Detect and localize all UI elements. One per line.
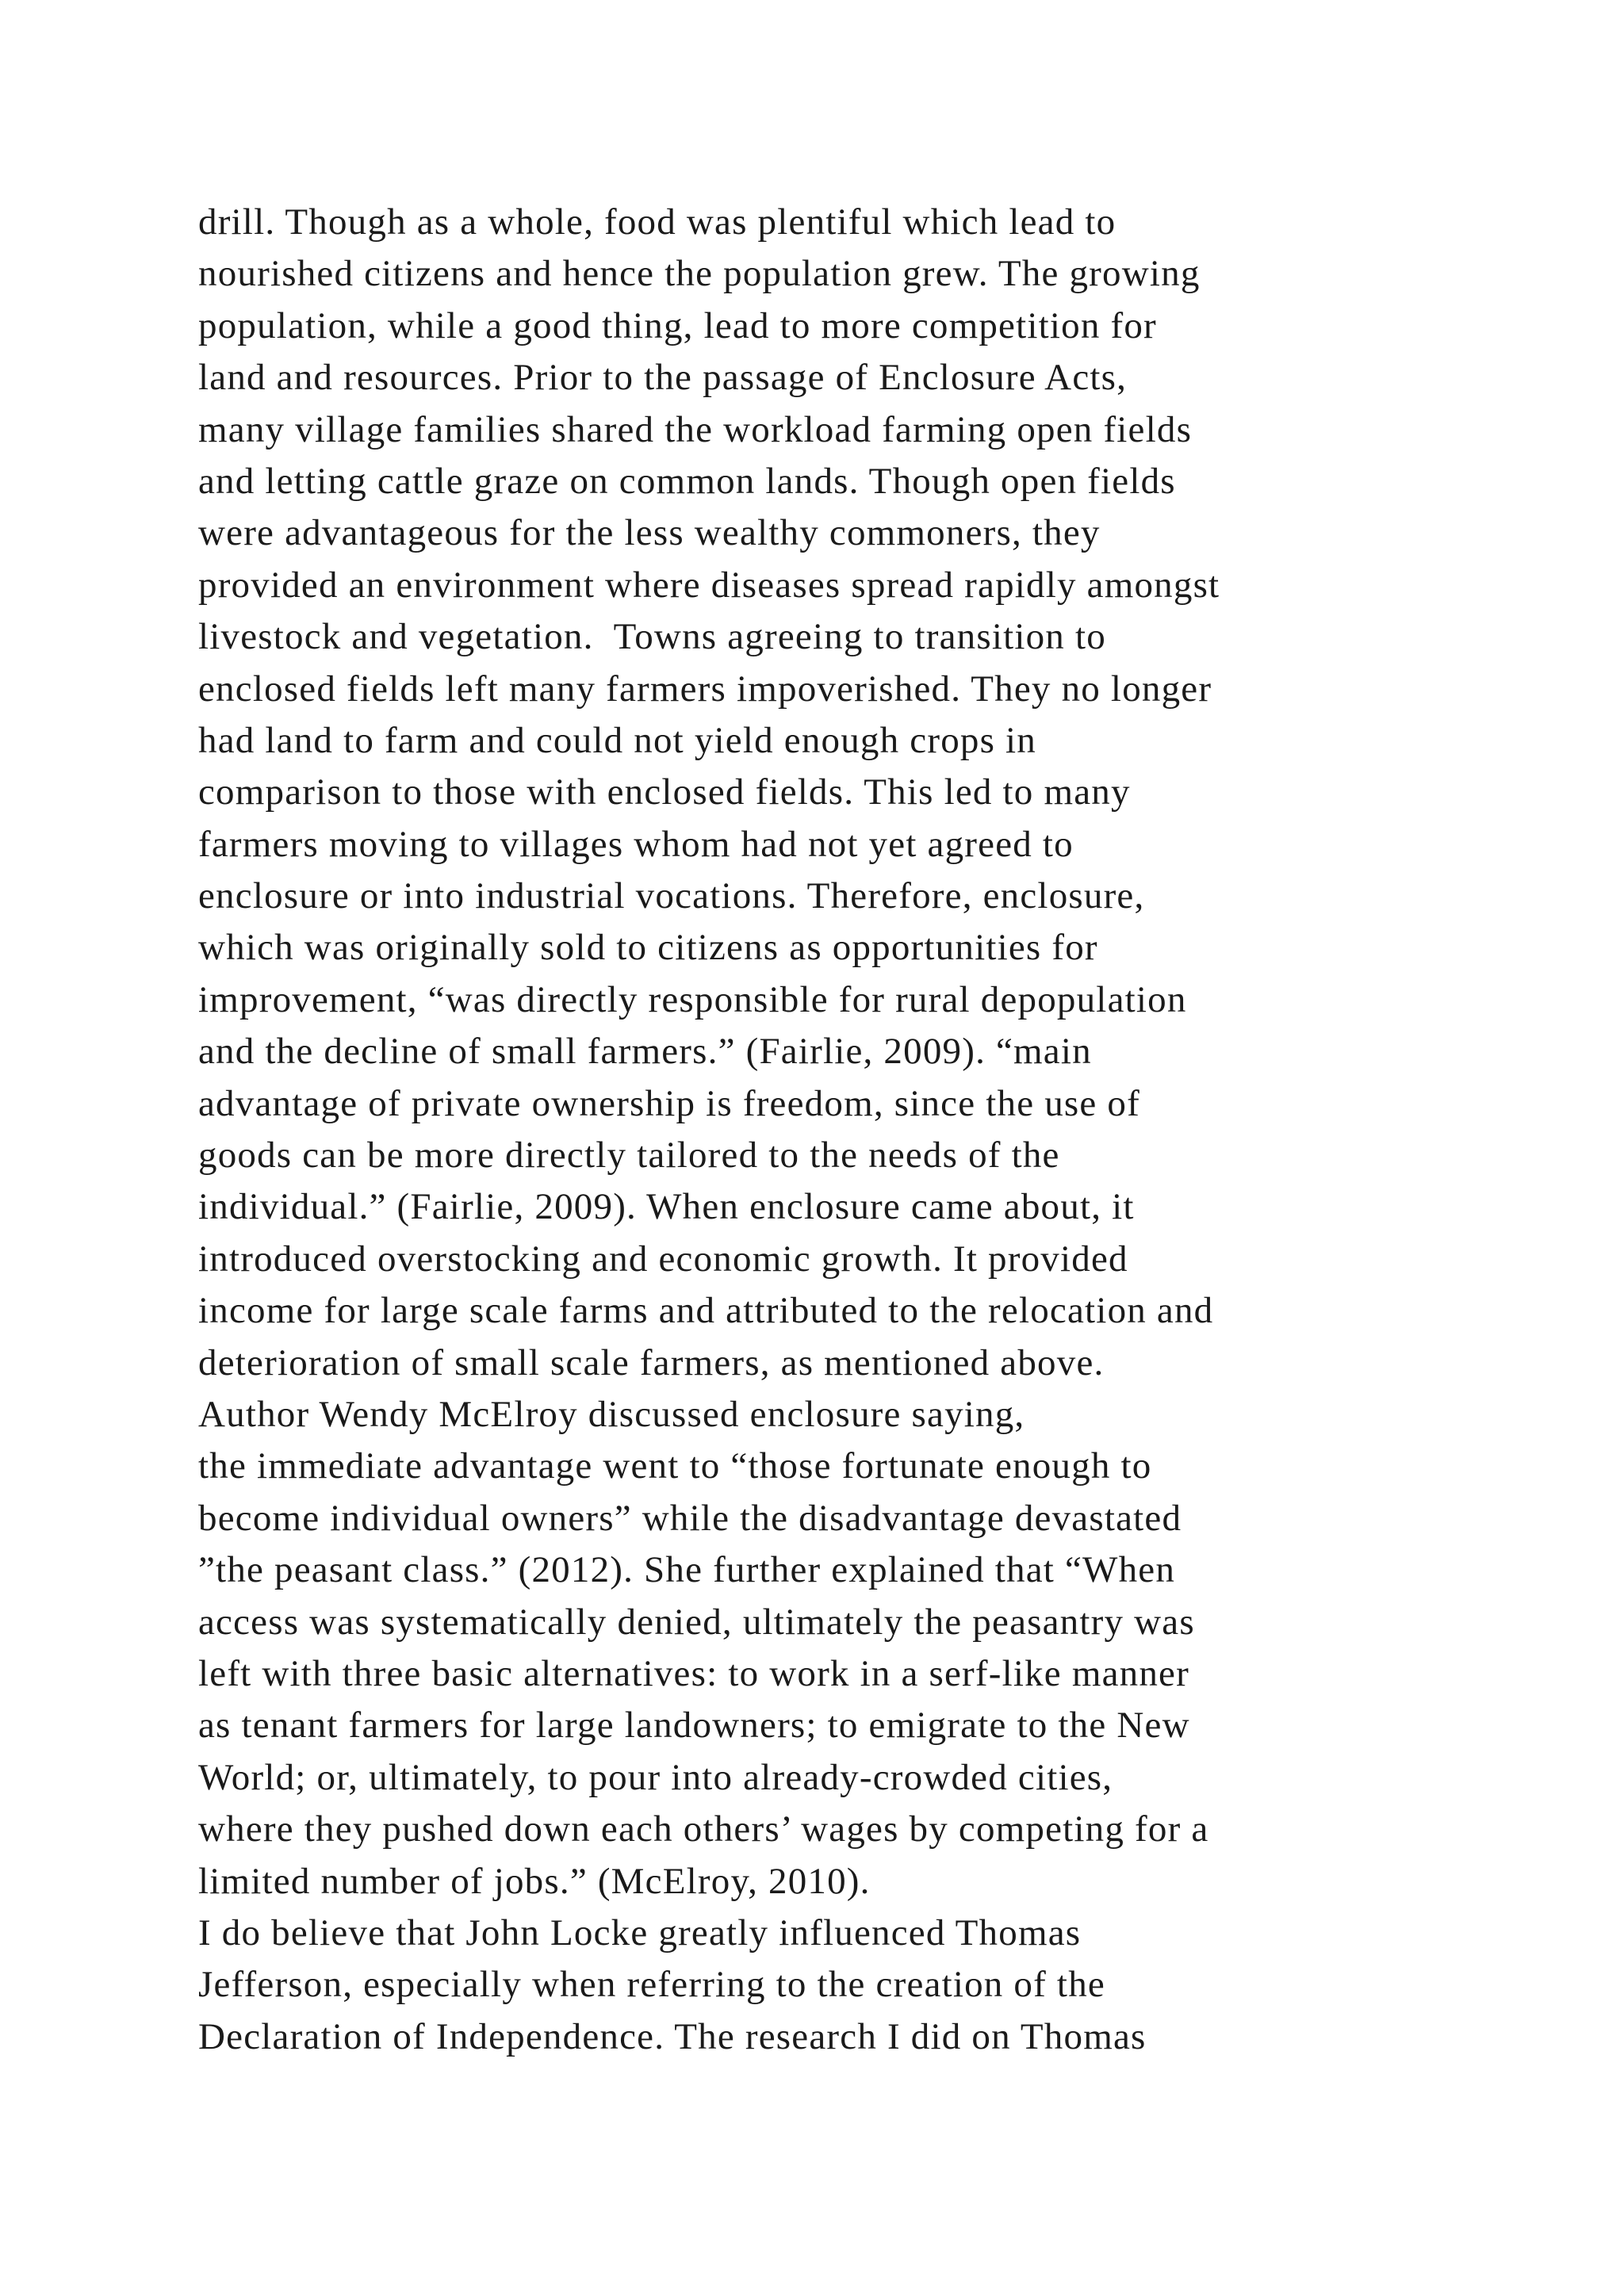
text-line-32: where they pushed down each others’ wages by competing for a xyxy=(198,1808,1209,1850)
text-line-10: enclosed fields left many farmers impoverished. They no longer xyxy=(198,668,1212,710)
text-line-29: left with three basic alternatives: to work in a serf-like manner xyxy=(198,1652,1189,1694)
text-line-34: I do believe that John Locke greatly influenced Thomas xyxy=(198,1911,1082,1954)
text-line-17: and the decline of small farmers.” (Fairlie, 2009). “main xyxy=(198,1031,1092,1073)
text-line-21: introduced overstocking and economic growth. It provided xyxy=(198,1238,1128,1280)
text-line-23: deterioration of small scale farmers, as mentioned above. xyxy=(198,1341,1105,1383)
text-line-36: Declaration of Independence. The research I did on Thomas xyxy=(198,2015,1147,2057)
text-line-20: individual.” (Fairlie, 2009). When enclosure came about, it xyxy=(198,1186,1135,1228)
text-line-22: income for large scale farms and attributed to the relocation and xyxy=(198,1290,1214,1332)
text-line-25: the immediate advantage went to “those fortunate enough to xyxy=(198,1445,1152,1487)
text-line-35: Jefferson, especially when referring to the creation of the xyxy=(198,1964,1105,2006)
text-line-31: World; or, ultimately, to pour into already-crowded cities, xyxy=(198,1756,1113,1798)
text-line-18: advantage of private ownership is freedom, since the use of xyxy=(198,1082,1140,1124)
text-line-33: limited number of jobs.” (McElroy, 2010). xyxy=(198,1860,871,1902)
text-line-19: goods can be more directly tailored to the needs of the xyxy=(198,1135,1060,1177)
body-text xyxy=(198,197,1610,2063)
text-line-2: nourished citizens and hence the population grew. The growing xyxy=(198,253,1201,295)
text-line-6: and letting cattle graze on common lands. Though open fields xyxy=(198,460,1176,502)
text-line-4: land and resources. Prior to the passage of Enclosure Acts, xyxy=(198,357,1128,399)
text-line-9: livestock and vegetation. Towns agreeing to transition to xyxy=(198,616,1106,658)
text-line-13: farmers moving to villages whom had not yet agreed to xyxy=(198,823,1074,865)
text-line-12: comparison to those with enclosed fields. This led to many xyxy=(198,771,1131,813)
text-line-14: enclosure or into industrial vocations. Therefore, enclosure, xyxy=(198,875,1145,917)
text-line-16: improvement, “was directly responsible for rural depopulation xyxy=(198,978,1187,1020)
text-line-26: become individual owners” while the disadvantage devastated xyxy=(198,1497,1182,1539)
text-line-28: access was systematically denied, ultimately the peasantry was xyxy=(198,1601,1195,1643)
text-line-8: provided an environment where diseases spread rapidly amongst xyxy=(198,564,1220,606)
text-line-30: as tenant farmers for large landowners; to emigrate to the New xyxy=(198,1705,1190,1747)
text-line-1: drill. Though as a whole, food was plentiful which lead to xyxy=(198,201,1116,243)
text-line-11: had land to farm and could not yield enough crops in xyxy=(198,719,1036,761)
text-line-5: many village families shared the workload farming open fields xyxy=(198,408,1193,450)
text-line-24: Author Wendy McElroy discussed enclosure saying, xyxy=(198,1393,1025,1435)
text-line-27: ”the peasant class.” (2012). She further explained that “When xyxy=(198,1549,1176,1591)
text-line-15: which was originally sold to citizens as opportunities for xyxy=(198,927,1098,969)
text-line-7: were advantageous for the less wealthy commoners, they xyxy=(198,512,1101,554)
text-line-3: population, while a good thing, lead to more competition for xyxy=(198,304,1157,346)
